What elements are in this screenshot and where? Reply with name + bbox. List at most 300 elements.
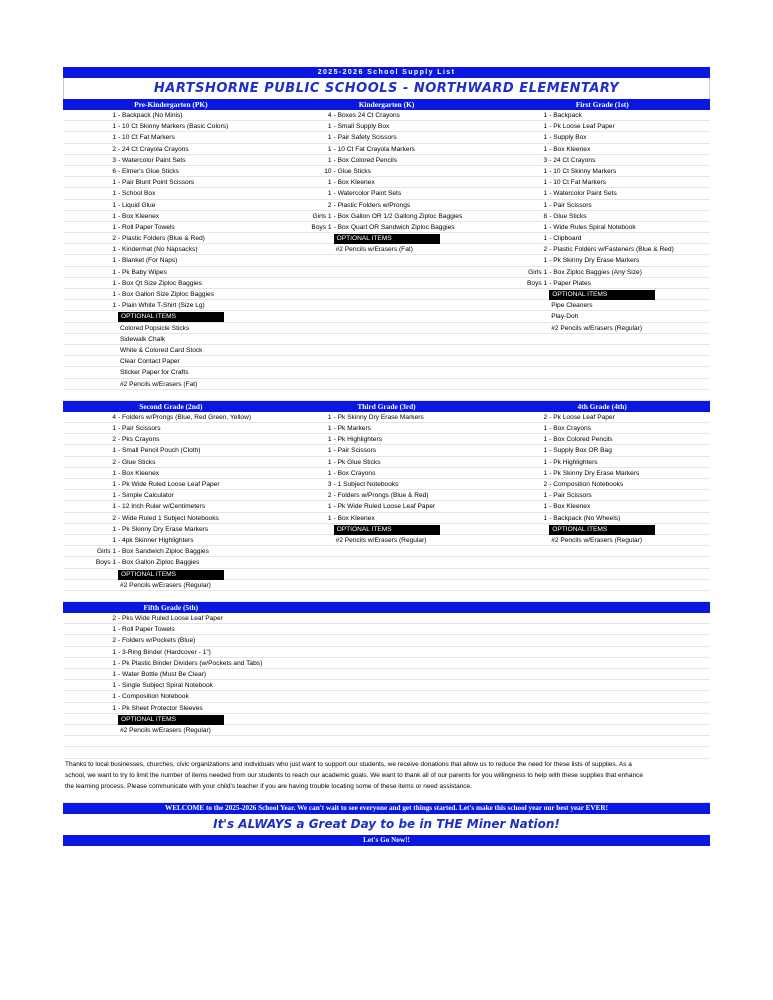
list-item [279, 356, 495, 367]
item-description [334, 323, 495, 333]
item-quantity [279, 647, 334, 657]
item-quantity [279, 300, 334, 310]
item-quantity [494, 356, 549, 366]
item-description: Sidewalk Chalk [120, 335, 166, 343]
list-item [63, 658, 279, 669]
item-description: - Pair Scissors [549, 492, 592, 500]
item-quantity: 1 [112, 682, 116, 690]
item-description [549, 635, 710, 645]
item-quantity [279, 580, 334, 590]
item-description: - Box Kleenex [118, 469, 160, 477]
item-quantity: 1 [543, 503, 548, 511]
list-item [63, 613, 279, 624]
list-item [279, 557, 495, 568]
list-item [279, 200, 495, 211]
item-quantity [279, 345, 334, 355]
list-item [279, 278, 495, 289]
list-item [279, 635, 495, 646]
item-description [549, 725, 710, 735]
list-item [63, 311, 279, 322]
item-quantity: 1 [543, 514, 548, 522]
list-item [494, 412, 710, 423]
item-quantity: 1 [112, 704, 116, 712]
item-description: - Box Ziploc Baggies (Any Size) [549, 268, 642, 276]
item-quantity [279, 680, 334, 690]
grade-header: Third Grade (3rd) [357, 401, 416, 411]
item-description: - 3-Ring Binder (Hardcover - 1") [118, 648, 211, 656]
item-quantity: 1 [112, 469, 116, 477]
grade-header: 4th Grade (4th) [577, 401, 627, 411]
item-description [334, 289, 495, 299]
item-quantity [279, 613, 334, 623]
list-item [279, 267, 495, 278]
list-item [279, 367, 495, 378]
list-item [494, 479, 710, 490]
grade-column [494, 613, 710, 758]
item-quantity: 1 [543, 123, 548, 131]
list-item [279, 658, 495, 669]
list-item [279, 144, 495, 155]
item-description: - Backpack (No Minis) [118, 112, 183, 119]
list-item [279, 680, 495, 691]
item-quantity: 1 [327, 145, 332, 153]
item-quantity [494, 345, 549, 355]
item-description: - Box Kleenex [333, 514, 375, 522]
item-quantity [494, 557, 549, 567]
grade-lists-row-2 [63, 412, 710, 602]
item-description: #2 Pencils w/Erasers (Regular) [335, 536, 427, 544]
grade-headers-row-2 [63, 401, 710, 412]
list-item [279, 490, 495, 501]
item-description: - Water Bottle (Must Be Clear) [118, 671, 207, 678]
supply-list-sheet [63, 67, 710, 846]
item-description [334, 658, 495, 668]
item-description [334, 356, 495, 366]
list-item [279, 569, 495, 580]
item-quantity: 2 [327, 492, 332, 500]
section-5th [63, 602, 710, 758]
item-quantity [494, 524, 549, 534]
item-description [334, 300, 495, 310]
grade-headers-row-1 [63, 99, 710, 110]
list-item [279, 580, 495, 591]
item-description [549, 647, 710, 657]
item-description: - Single Subject Spiral Notebook [118, 682, 213, 690]
grade-header [494, 602, 710, 613]
item-description: - Pk Skinny Dry Erase Markers [333, 413, 424, 421]
list-item [279, 725, 495, 736]
item-quantity: 1 [543, 190, 548, 198]
item-description [334, 334, 495, 344]
item-quantity: 2 [112, 637, 116, 645]
list-item [279, 714, 495, 725]
list-item [63, 367, 279, 378]
item-description [334, 725, 495, 735]
item-description: - 10 Ct Fat Markers [118, 134, 175, 142]
item-quantity [279, 356, 334, 366]
item-description [334, 255, 495, 265]
item-description: - Watercolor Paint Sets [549, 190, 617, 198]
grade-header: Fifth Grade (5th) [143, 603, 199, 613]
list-item [63, 501, 279, 512]
item-quantity: 10 [324, 167, 332, 175]
item-quantity: 1 [327, 436, 332, 444]
item-quantity [279, 725, 334, 735]
list-item [494, 747, 710, 758]
list-item [279, 345, 495, 356]
list-item [494, 501, 710, 512]
item-description [334, 390, 495, 400]
list-item [494, 468, 710, 479]
item-quantity: 1 [112, 291, 116, 298]
list-item [279, 669, 495, 680]
item-quantity [494, 635, 549, 645]
item-description: - Pk Plastic Binder Dividers (w/Pockets and Tabs) [118, 659, 263, 667]
item-description: - Box Colored Pencils [549, 436, 613, 444]
item-description: - Box Kleenex [333, 179, 375, 187]
item-quantity: 1 [327, 469, 332, 477]
list-item [63, 110, 279, 121]
item-description: - Pair Scissors [549, 201, 592, 209]
note-line: Thanks to local businesses, churches, civic organizations and individuals who just want to support our students, we receive donations that allow us to reduce the need for these lists of supplies. As a [65, 760, 632, 768]
grade-column [63, 613, 279, 758]
list-item [63, 647, 279, 658]
item-description: - 10 Ct Skinny Markers [549, 167, 617, 175]
item-quantity [494, 580, 549, 590]
item-description [549, 624, 710, 634]
list-item [63, 222, 279, 233]
item-description: - Liquid Glue [118, 201, 156, 209]
item-description: - Box Gallon Ziploc Baggies [118, 559, 200, 567]
item-description [549, 367, 710, 377]
list-item [63, 278, 279, 289]
item-quantity [494, 379, 549, 389]
item-description: - Plastic Folders w/Prongs [333, 201, 411, 209]
item-quantity: 3 [327, 481, 332, 488]
list-item [279, 613, 495, 624]
list-item [63, 736, 279, 747]
list-item [494, 635, 710, 646]
list-item [494, 222, 710, 233]
list-item [279, 255, 495, 266]
item-description: - Box Kleenex [549, 145, 591, 153]
list-item [494, 289, 710, 300]
item-description [549, 669, 710, 679]
list-item [494, 703, 710, 714]
item-quantity [279, 591, 334, 601]
list-item [63, 680, 279, 691]
item-description: - Pk Skinny Dry Erase Markers [549, 469, 640, 477]
grade-column [279, 412, 495, 602]
item-description: - 24 Ct Crayons [549, 156, 596, 164]
item-quantity: 1 [112, 525, 116, 533]
item-quantity [279, 233, 334, 243]
item-quantity [279, 669, 334, 679]
optional-items-label: OPTIONAL ITEMS [334, 234, 440, 244]
list-item [494, 513, 710, 524]
grade-lists-row-3 [63, 613, 710, 758]
list-item [494, 669, 710, 680]
optional-items-label: OPTIONAL ITEMS [118, 570, 224, 580]
item-description [334, 591, 495, 601]
list-item [63, 267, 279, 278]
item-description: Sticker Paper for Crafts [120, 369, 189, 377]
item-quantity [494, 703, 549, 713]
item-quantity [279, 244, 334, 254]
item-quantity [494, 736, 549, 746]
item-quantity: 1 [543, 145, 548, 153]
item-description: - Pk Baby Wipes [118, 268, 167, 276]
item-quantity [279, 635, 334, 645]
item-quantity [63, 725, 118, 735]
list-item [63, 356, 279, 367]
item-quantity: 1 [327, 413, 332, 421]
list-item [279, 379, 495, 390]
item-quantity: Boys 1 [95, 559, 116, 567]
item-description [549, 703, 710, 713]
list-item [494, 423, 710, 434]
item-quantity [279, 255, 334, 265]
item-description [334, 367, 495, 377]
list-item [63, 513, 279, 524]
list-item [279, 524, 495, 535]
grade-column [494, 412, 710, 602]
item-description: - Roll Paper Towels [118, 223, 175, 231]
item-description: - 4pk Skinner Highlighters [118, 536, 194, 544]
item-description: Play-Doh [551, 313, 579, 321]
item-quantity: 1 [543, 458, 548, 466]
list-item [63, 535, 279, 546]
item-description: - Composition Notebooks [549, 481, 624, 488]
item-quantity: 1 [327, 458, 332, 466]
item-quantity [63, 390, 118, 400]
item-description: - Folders w/Pockets (Blue) [118, 637, 196, 645]
list-item [494, 110, 710, 121]
item-description [549, 345, 710, 355]
item-quantity: 1 [112, 693, 116, 701]
item-description: - 10 Ct Fat Crayola Markers [333, 145, 415, 153]
list-item [279, 468, 495, 479]
list-item [494, 155, 710, 166]
item-quantity: 3 [543, 156, 548, 164]
item-quantity: 1 [112, 626, 116, 634]
item-description: - Pair Scissors [118, 425, 161, 433]
item-quantity: 1 [112, 447, 116, 455]
item-description: - Boxes 24 Ct Crayons [333, 112, 400, 119]
list-item [494, 714, 710, 725]
list-item [494, 546, 710, 557]
item-quantity: 1 [112, 671, 116, 678]
item-quantity: 8 [543, 212, 548, 220]
item-quantity: 1 [543, 436, 548, 444]
item-quantity [279, 267, 334, 277]
list-item [63, 524, 279, 535]
item-description: - Box Qt Size Ziploc Baggies [118, 279, 202, 287]
item-description: - Box Quart OR Sandwich Ziploc Baggies [333, 223, 455, 231]
list-item [63, 434, 279, 445]
item-quantity: 2 [112, 458, 116, 466]
list-item [494, 680, 710, 691]
item-quantity: 1 [327, 134, 332, 142]
list-item [494, 311, 710, 322]
list-item [494, 379, 710, 390]
list-item [63, 211, 279, 222]
item-quantity: 1 [112, 481, 116, 488]
list-item [279, 188, 495, 199]
list-item [63, 334, 279, 345]
item-quantity: 1 [112, 279, 116, 287]
list-item [494, 244, 710, 255]
tagline: It's ALWAYS a Great Day to be in THE Miner Nation! [213, 817, 560, 832]
list-item [494, 144, 710, 155]
item-description [334, 691, 495, 701]
item-quantity: 1 [327, 425, 332, 433]
item-description [334, 233, 495, 243]
item-quantity [279, 535, 334, 545]
grade-column [494, 110, 710, 401]
list-item [63, 635, 279, 646]
optional-items-label: OPTIONAL ITEMS [549, 525, 655, 535]
list-item [279, 110, 495, 121]
item-quantity: 1 [112, 223, 116, 231]
item-description: - Plain White T-Shirt (Size Lg) [118, 302, 205, 310]
item-quantity [494, 714, 549, 724]
list-item [63, 177, 279, 188]
list-item [63, 244, 279, 255]
list-item [279, 445, 495, 456]
grade-header [279, 602, 495, 613]
list-item [63, 445, 279, 456]
item-description: - Watercolor Paint Sets [118, 156, 186, 164]
item-quantity [494, 747, 549, 757]
item-quantity: 1 [112, 246, 116, 254]
list-item [63, 591, 279, 602]
item-description [549, 289, 710, 299]
item-quantity: 1 [112, 123, 116, 131]
item-quantity [494, 300, 549, 310]
item-quantity: 2 [112, 514, 116, 522]
item-description [334, 278, 495, 288]
item-description [549, 569, 710, 579]
item-quantity: 1 [543, 112, 548, 119]
list-item [279, 591, 495, 602]
optional-items-label: OPTIONAL ITEMS [549, 290, 655, 300]
list-item [279, 501, 495, 512]
item-quantity [494, 334, 549, 344]
item-description [118, 390, 279, 400]
item-description [334, 747, 495, 757]
item-quantity [63, 714, 118, 724]
item-quantity: 1 [543, 469, 548, 477]
list-item [494, 267, 710, 278]
item-description: - Box Crayons [549, 425, 591, 433]
list-item [279, 211, 495, 222]
item-description [334, 680, 495, 690]
item-quantity: Boys 1 [527, 279, 548, 287]
item-description [549, 714, 710, 724]
item-quantity: 1 [112, 201, 116, 209]
list-item [494, 132, 710, 143]
item-description [118, 747, 279, 757]
item-description [549, 580, 710, 590]
item-quantity: 1 [543, 257, 548, 265]
item-quantity [494, 658, 549, 668]
list-item [279, 166, 495, 177]
note-line: the learning process. Please communicate with your child's teacher if you are having trouble locating some of these items or need assistance. [65, 782, 472, 790]
item-description [334, 647, 495, 657]
item-quantity: 1 [112, 302, 116, 310]
item-quantity: 1 [543, 167, 548, 175]
item-description: - 24 Ct Crayola Crayons [118, 145, 189, 153]
list-item [279, 703, 495, 714]
item-description: - Roll Paper Towels [118, 626, 175, 634]
list-item [279, 513, 495, 524]
item-description [334, 311, 495, 321]
item-quantity: Boys 1 [311, 223, 332, 231]
item-quantity: 1 [543, 235, 548, 243]
list-item [63, 166, 279, 177]
school-name: HARTSHORNE PUBLIC SCHOOLS - NORTHWARD ELEMENTARY [63, 78, 710, 99]
item-description: - Box Colored Pencils [333, 156, 397, 164]
list-item [279, 457, 495, 468]
item-description: - Glue Sticks [118, 458, 156, 466]
grade-column [63, 110, 279, 401]
list-item [63, 379, 279, 390]
list-item [494, 121, 710, 132]
item-quantity [494, 569, 549, 579]
welcome-banner: WELCOME to the 2025-2026 School Year. We can't wait to see everyone and get things started. Let's make this school year our best year EVER! [63, 803, 710, 814]
item-description [334, 624, 495, 634]
item-description: - Box Gallon OR 1/2 Gallong Ziploc Baggies [333, 212, 463, 220]
item-description: - Wide Ruled 1 Subject Notebooks [118, 514, 219, 522]
list-item [494, 233, 710, 244]
list-item [63, 490, 279, 501]
item-description [334, 557, 495, 567]
item-description: - Glue Sticks [549, 212, 587, 220]
item-description: - Pk Wide Ruled Loose Leaf Paper [118, 481, 220, 488]
item-quantity: 1 [327, 123, 332, 131]
item-quantity [63, 591, 118, 601]
list-item [494, 647, 710, 658]
list-item [494, 211, 710, 222]
item-quantity: 2 [327, 201, 332, 209]
list-item [494, 490, 710, 501]
item-quantity: 1 [112, 134, 116, 142]
item-quantity: 1 [543, 447, 548, 455]
item-description [549, 524, 710, 534]
item-quantity: 4 [327, 112, 332, 119]
item-description [118, 714, 279, 724]
list-item [494, 524, 710, 535]
item-quantity: 1 [112, 268, 116, 276]
item-description [334, 635, 495, 645]
list-item [63, 300, 279, 311]
item-description [334, 345, 495, 355]
list-item [494, 580, 710, 591]
item-description [549, 356, 710, 366]
list-item [63, 121, 279, 132]
list-item [63, 323, 279, 334]
list-item [494, 188, 710, 199]
item-quantity: Girls 1 [528, 268, 548, 276]
item-quantity: 1 [327, 190, 332, 198]
list-item [63, 200, 279, 211]
item-quantity: 1 [543, 425, 548, 433]
item-description: - Pks Wide Ruled Loose Leaf Paper [118, 615, 223, 623]
item-quantity: 1 [112, 190, 116, 198]
list-item [63, 546, 279, 557]
list-item [63, 669, 279, 680]
